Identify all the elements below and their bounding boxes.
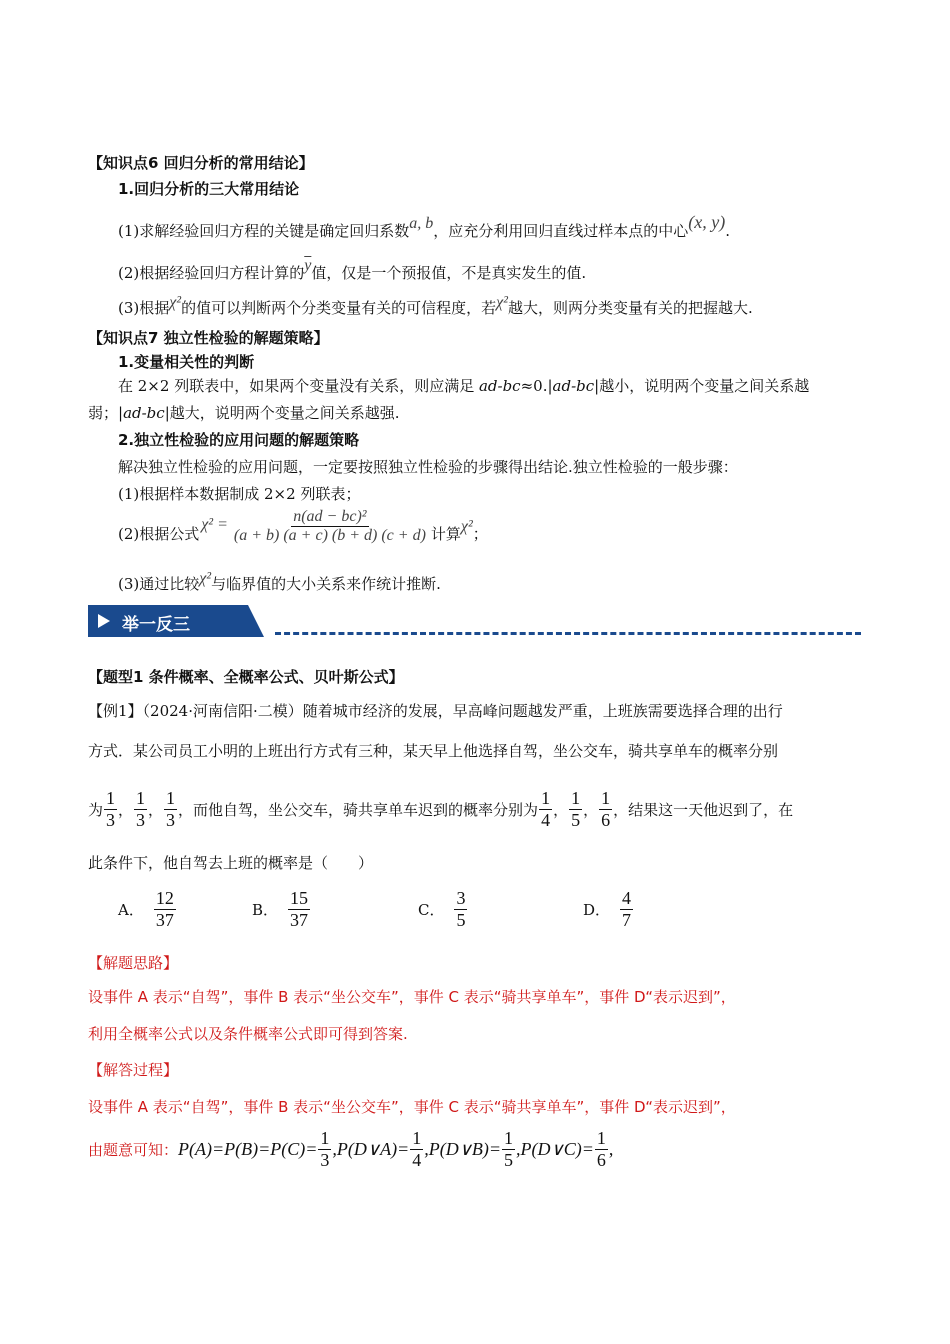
option-b[interactable] — [252, 888, 311, 930]
kp7-step1: (1)根据样本数据制成 2×2 列联表； — [118, 485, 361, 503]
option-fraction: $\frac{4}{7}$ — [622, 888, 632, 930]
option-label: B． — [252, 900, 279, 919]
option-fraction: $\frac{12}{37}$ — [155, 888, 174, 930]
prob-fraction: $\frac{1}{3}$ — [106, 788, 116, 830]
kp7-para3: 解决独立性检验的应用问题，一定要按照独立性检验的步骤得出结论.独立性检验的一般步骤： — [118, 458, 738, 476]
option-c[interactable] — [418, 888, 468, 930]
option-label: C． — [418, 900, 445, 919]
process-line1: 设事件 A 表示“自驾”，事件 B 表示“坐公交车”，事件 C 表示“骑共享单车”，事件 D“表示迟到”， — [88, 1098, 736, 1116]
process-line2: 由题意可知： P(A)=P(B)=P(C)= $\frac{1}{3}$ ,P(D∨A)= $\frac{1}{4}$ ,P(D∨B)= $\frac{1}{5}$ ,P(D∨C)= $\frac{1}{6}$ , — [88, 1128, 614, 1170]
regression-coefficients: a, b — [409, 215, 434, 232]
kp7-step2: (2)根据公式 χ² = $\frac{\text{n(ad − bc)²}}{(a + b) (a + c) (b + d) (c + d)}$ 计算 χ² ； — [118, 508, 488, 545]
kp7-subheading-2: 2.独立性检验的应用问题的解题策略 — [118, 431, 360, 449]
option-fraction: $\frac{15}{37}$ — [290, 888, 309, 930]
process-header: 【解答过程】 — [88, 1061, 179, 1079]
late-fraction: $\frac{1}{5}$ — [571, 788, 581, 830]
think-line2: 利用全概率公式以及条件概率公式即可得到答案. — [88, 1025, 408, 1043]
type1-header: 【题型1 条件概率、全概率公式、贝叶斯公式】 — [88, 668, 404, 686]
example-line2: 方式．某公司员工小明的上班出行方式有三种，某天早上他选择自驾，坐公交车，骑共享单车的概率分别 — [88, 742, 779, 760]
chi-square-symbol: χ² — [460, 517, 473, 535]
think-line1: 设事件 A 表示“自驾”，事件 B 表示“坐公交车”，事件 C 表示“骑共享单车”，事件 D“表示迟到”， — [88, 988, 736, 1006]
prob-fraction: $\frac{1}{3}$ — [136, 788, 146, 830]
example-line4: 此条件下，他自驾去上班的概率是（ ） — [88, 854, 374, 872]
kp6-line2: (2)根据经验回归方程计算的$\overline{y}$值，仅是一个预报值，不是真实发生的值. — [118, 257, 587, 282]
kp7-header: 【知识点7 独立性检验的解题策略】 — [88, 329, 329, 347]
option-d[interactable] — [583, 888, 634, 930]
y-hat: $\overline{y}$ — [304, 257, 312, 274]
option-a[interactable] — [118, 888, 177, 930]
kp7-subheading-1: 1.变量相关性的判断 — [118, 353, 255, 371]
section-banner — [88, 605, 264, 637]
kp6-header: 【知识点6 回归分析的常用结论】 — [88, 154, 314, 172]
kp6-line3: (3)根据χ²的值可以判断两个分类变量有关的可信程度，若χ²越大，则两分类变量有关的把握越大. — [118, 294, 753, 317]
formula-denominator: (a + b) (a + c) (b + d) (c + d) — [233, 527, 426, 545]
chi-square-lhs: χ² = — [201, 515, 228, 533]
kp7-para1-line2: 弱；|ad-bc|越大，说明两个变量之间关系越强. — [88, 404, 400, 422]
prob-fraction: $\frac{1}{3}$ — [166, 788, 176, 830]
kp6-subheading: 1.回归分析的三大常用结论 — [118, 180, 300, 198]
kp6-line1: (1)求解经验回归方程的关键是确定回归系数a, b，应充分利用回归直线过样本点的中心(x, y). — [118, 212, 731, 240]
chi-square-symbol: χ² — [496, 294, 508, 311]
math-fraction: $\frac{1}{5}$ — [504, 1128, 514, 1170]
option-label: D． — [583, 900, 611, 919]
think-header: 【解题思路】 — [88, 954, 179, 972]
math-fraction: $\frac{1}{4}$ — [412, 1128, 422, 1170]
banner-label: 举一反三 — [122, 615, 190, 635]
late-fraction: $\frac{1}{6}$ — [601, 788, 611, 830]
sample-center-point: (x, y) — [688, 212, 726, 232]
chi-square-symbol: χ² — [169, 294, 182, 311]
example-line3: 为 $\frac{1}{3}$ ， $\frac{1}{3}$ ， $\frac{1}{3}$ ，而他自驾，坐公交车，骑共享单车迟到的概率分别为 $\frac{1}{4}$ ， $\frac{1}{5}$ ， $\frac{1}{6}$ ，结果这一天他迟到了，在 — [88, 788, 794, 830]
late-fraction: $\frac{1}{4}$ — [541, 788, 551, 830]
chi-square-formula — [232, 508, 428, 546]
banner-dashed-divider — [275, 632, 861, 635]
math-fraction: $\frac{1}{6}$ — [596, 1128, 606, 1170]
kp7-step3: (3)通过比较χ²与临界值的大小关系来作统计推断. — [118, 570, 441, 593]
math-fraction: $\frac{1}{3}$ — [320, 1128, 330, 1170]
formula-numerator: n(ad − bc)² — [291, 508, 368, 527]
example-line1: 【例1】（2024·河南信阳·二模）随着城市经济的发展，早高峰问题越发严重，上班族需要选择合理的出行 — [88, 702, 783, 720]
chi-square-symbol: χ² — [199, 570, 212, 587]
option-label: A． — [118, 900, 144, 919]
kp7-para1-line1: 在 2×2 列联表中，如果两个变量没有关系，则应满足 ad-bc≈0.|ad-bc|越小，说明两个变量之间关系越 — [118, 377, 810, 395]
option-fraction: $\frac{3}{5}$ — [456, 888, 466, 930]
